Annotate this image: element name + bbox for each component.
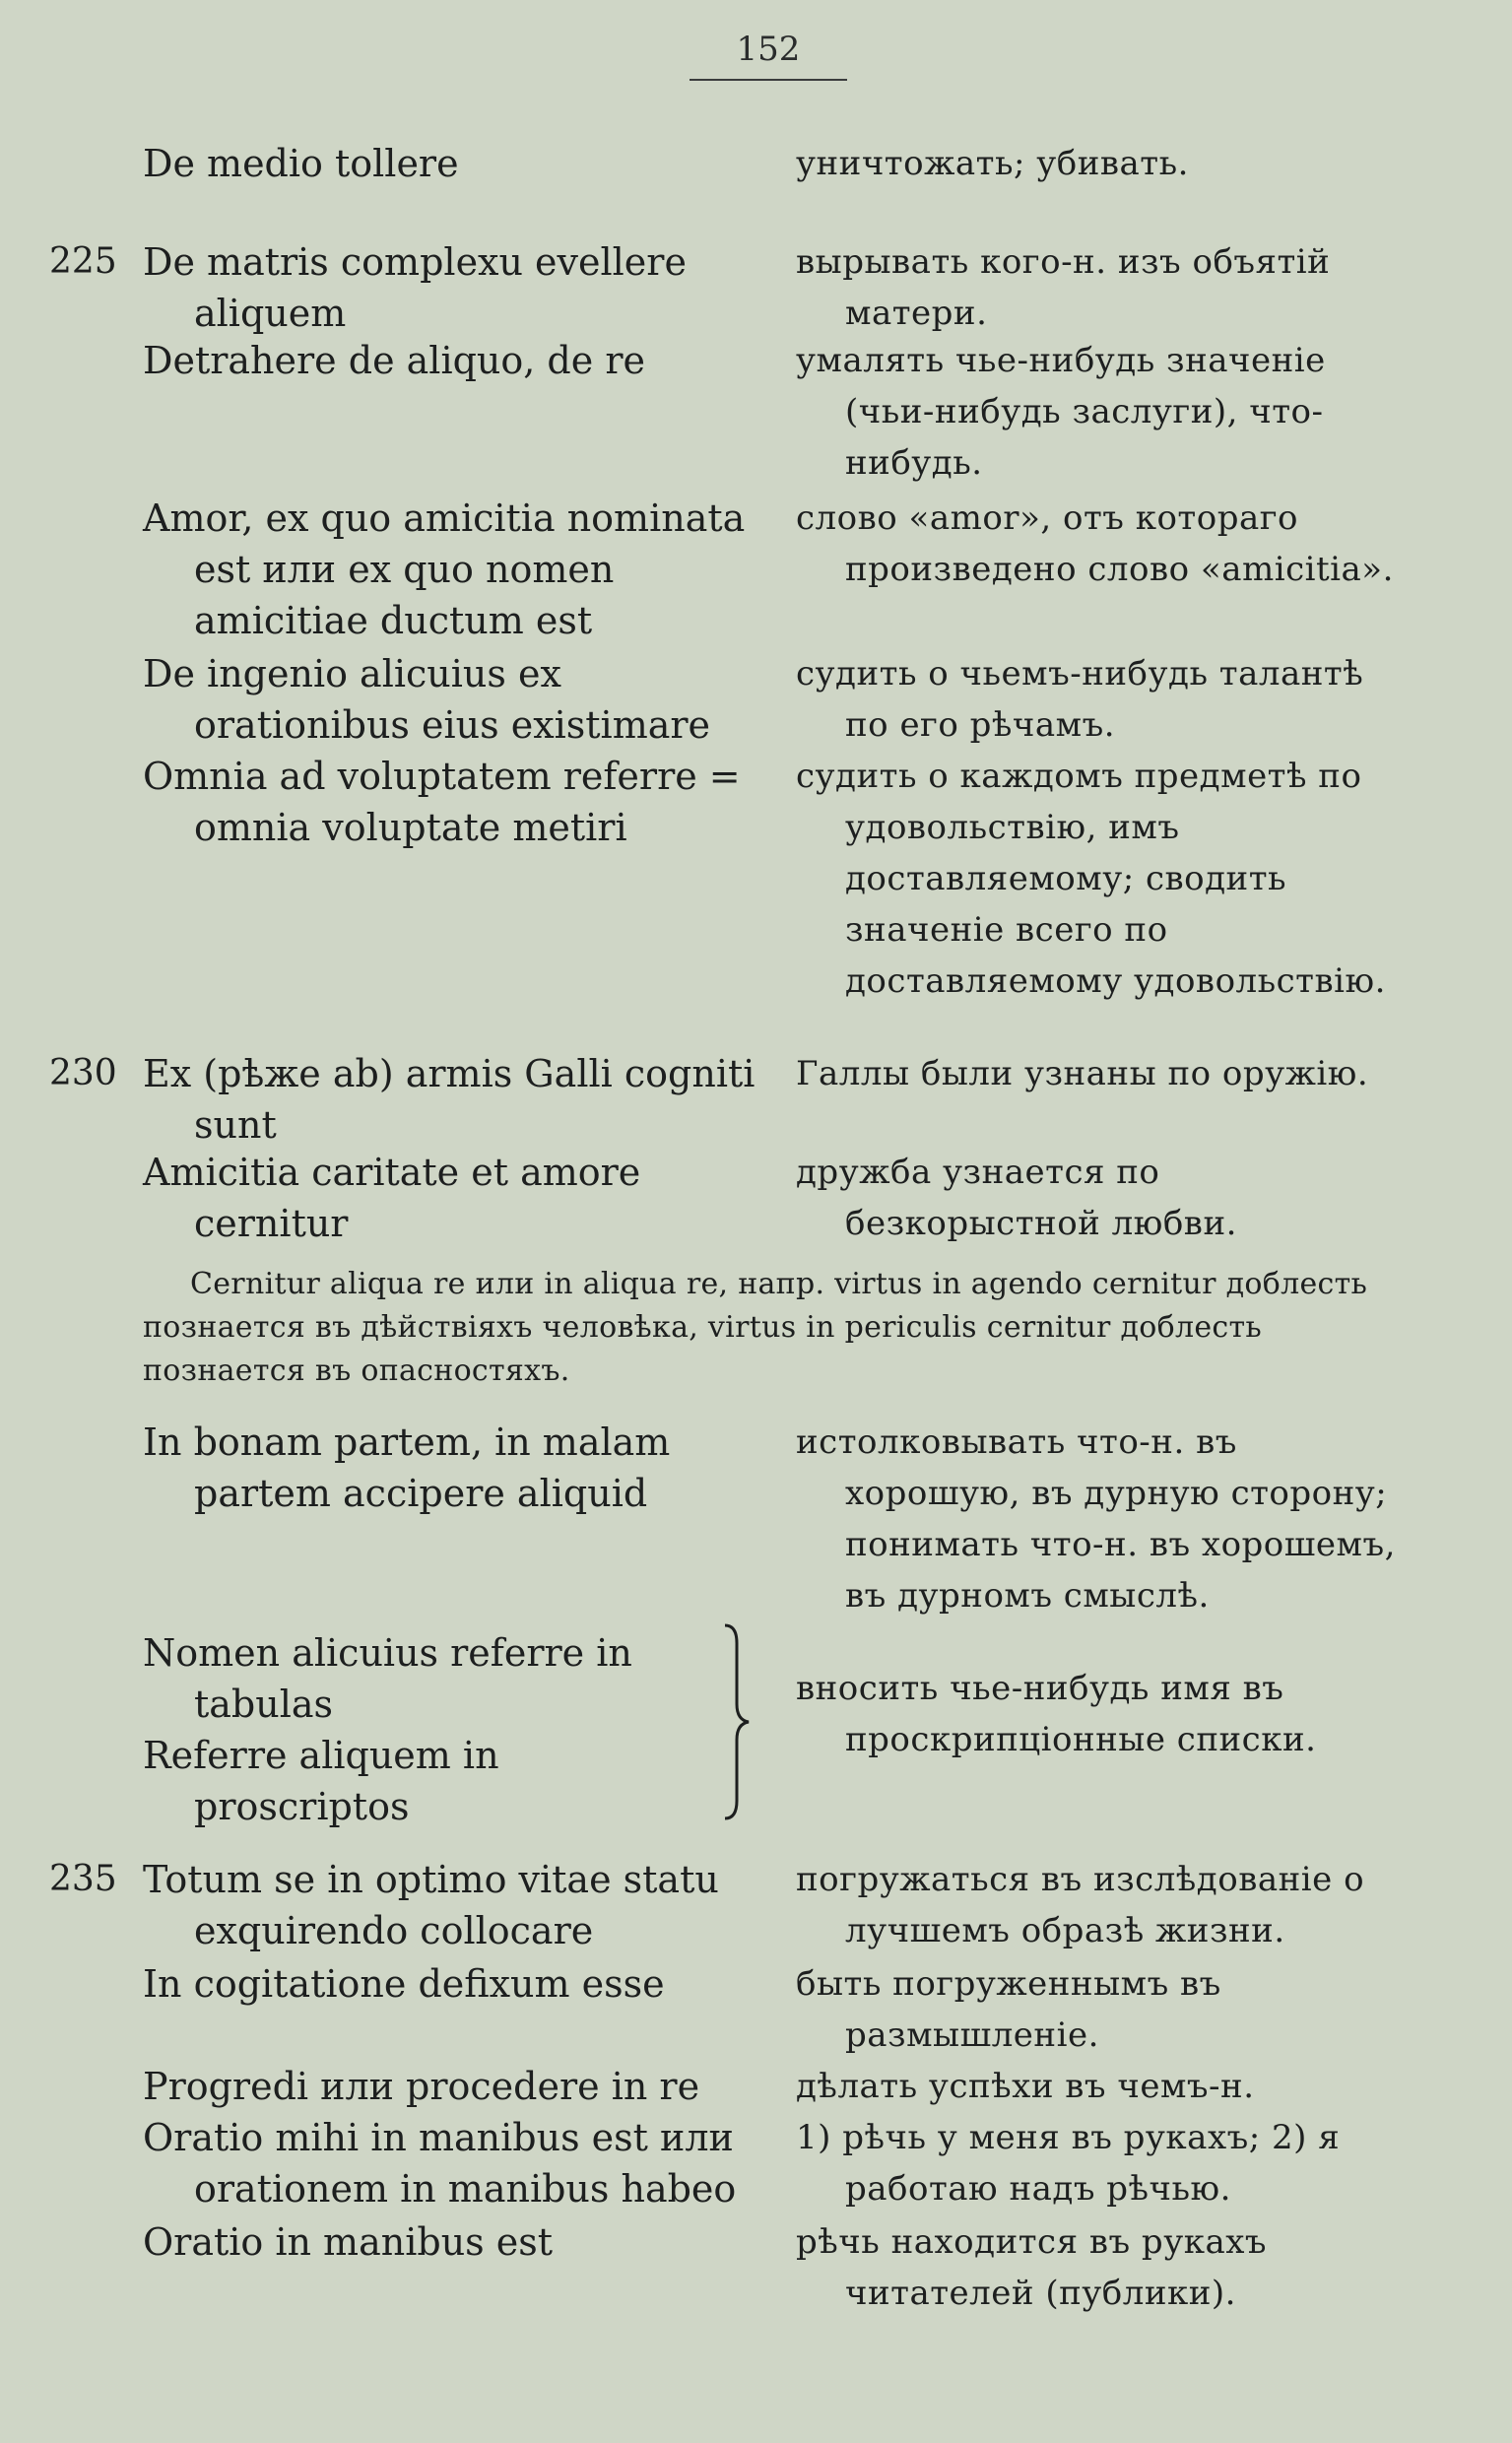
russian-translation: умалять чье-нибудь значеніе (чьи-нибудь заслуги), что-нибудь. — [796, 341, 1326, 483]
entry-number: 225 — [49, 241, 117, 282]
latin-phrase: De medio tollere — [143, 142, 459, 185]
latin-phrase: In cogitatione defixum esse — [143, 1962, 665, 2006]
russian-translation: рѣчь находится въ рукахъ читателей (публики). — [796, 2222, 1268, 2313]
usage-note: Cernitur aliqua re или in aliqua re, напр. virtus in agendo cernitur доблесть познается въ дѣйствіяхъ человѣка, virtus in periculis cernitur доблесть познается въ опасностяхъ. — [143, 1267, 1368, 1388]
latin-phrase: Oratio in manibus est — [143, 2220, 554, 2264]
russian-translation: вырывать кого-н. изъ объятій матери. — [796, 242, 1331, 333]
russian-translation: истолковывать что-н. въ хорошую, въ дурную сторону; понимать что-н. въ хорошемъ, въ дурномъ смыслѣ. — [796, 1422, 1396, 1616]
russian-translation: быть погруженнымъ въ размышленіе. — [796, 1964, 1221, 2055]
latin-phrase: Totum se in optimo vitae statu exquirendo collocare — [143, 1858, 719, 1952]
russian-translation: дѣлать успѣхи въ чемъ-н. — [796, 2067, 1255, 2106]
entry-number: 230 — [49, 1053, 117, 1093]
latin-phrase: Amor, ex quo amicitia nominata est или ex quo nomen amicitiae ductum est — [143, 496, 746, 642]
latin-phrase: Referre aliquem in proscriptos — [143, 1734, 499, 1828]
russian-translation: погружаться въ изслѣдованіе о лучшемъ образѣ жизни. — [796, 1860, 1365, 1950]
latin-phrase: De ingenio alicuius ex orationibus eius existimare — [143, 652, 711, 747]
russian-translation: судить о каждомъ предметѣ по удовольствію, имъ доставляемому; сводить значеніе всего по доставляемому удовольствію. — [796, 757, 1386, 1001]
latin-phrase: Ex (рѣже ab) armis Galli cogniti sunt — [143, 1052, 756, 1147]
russian-translation: судить о чьемъ-нибудь талантѣ по его рѣчамъ. — [796, 654, 1364, 745]
russian-translation: 1) рѣчь у меня въ рукахъ; 2) я работаю надъ рѣчью. — [796, 2118, 1341, 2209]
latin-phrase: De matris complexu evellere aliquem — [143, 240, 687, 335]
russian-translation: вносить чье-нибудь имя въ проскрипціонные списки. — [796, 1669, 1317, 1759]
page-number: 152 — [736, 30, 801, 69]
latin-phrase: Amicitia caritate et amore cernitur — [143, 1151, 641, 1245]
latin-phrase: Oratio mihi in manibus est или orationem in manibus habeo — [143, 2116, 737, 2211]
grouping-brace — [719, 1623, 758, 1820]
russian-translation: слово «amor», отъ котораго произведено слово «amicitia». — [796, 498, 1394, 589]
russian-translation: дружба узнается по безкорыстной любви. — [796, 1153, 1237, 1243]
russian-translation: уничтожать; убивать. — [796, 144, 1189, 183]
entry-number: 235 — [49, 1859, 117, 1899]
russian-translation: Галлы были узнаны по оружію. — [796, 1054, 1369, 1093]
latin-phrase: In bonam partem, in malam partem accipere aliquid — [143, 1420, 671, 1515]
latin-phrase: Detrahere de aliquo, de re — [143, 339, 645, 382]
latin-phrase: Nomen alicuius referre in tabulas — [143, 1631, 632, 1726]
latin-phrase: Omnia ad voluptatem referre = omnia voluptate metiri — [143, 755, 741, 849]
latin-phrase: Progredi или procedere in re — [143, 2065, 700, 2108]
